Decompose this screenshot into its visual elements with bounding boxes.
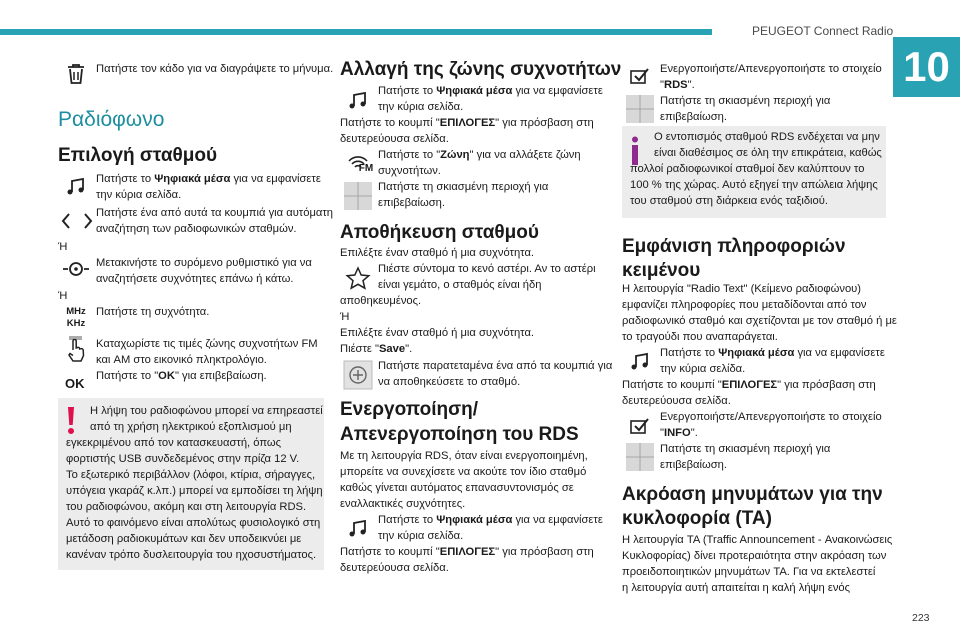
text-bold: Ζώνη bbox=[440, 149, 470, 161]
warning-line: από τη χρήση ηλεκτρικού εξοπλισμού μη bbox=[90, 421, 292, 433]
info-line: Ο εντοπισμός σταθμού RDS ενδέχεται να μην bbox=[654, 131, 880, 143]
step-text bbox=[96, 369, 267, 385]
text-bold: ΕΠΙΛΟΓΕΣ bbox=[721, 379, 778, 391]
heading-text-info-line1: Εμφάνιση πληροφοριών bbox=[622, 236, 846, 257]
step-text: Επιλέξτε έναν σταθμό ή μια συχνότητα. bbox=[340, 247, 535, 259]
step-text bbox=[378, 84, 603, 100]
touch-hand-icon bbox=[62, 335, 90, 363]
step-text bbox=[378, 148, 581, 164]
step-text: είναι γεμάτο, ο σταθμός είναι ήδη bbox=[378, 279, 542, 291]
text-run: " bbox=[660, 427, 664, 439]
step-text: αναζητήσετε συχνότητες επάνω ή κάτω. bbox=[96, 273, 294, 285]
khz-label: KHz bbox=[66, 318, 86, 329]
warning-line: φορτιστής USB συνδεδεμένος στην πρίζα 12 V. bbox=[66, 453, 300, 465]
heading-store-station: Αποθήκευση σταθμού bbox=[340, 222, 539, 243]
text-bold: RDS bbox=[663, 79, 688, 91]
step-text: Καταχωρίστε τις τιμές ζώνης συχνοτήτων FM bbox=[96, 338, 318, 350]
warning-line: μετάδοση ραδιοκυμάτων και δεν υποδεικνύει με bbox=[66, 533, 302, 545]
text-run: " για πρόσβαση στη bbox=[495, 546, 594, 558]
heading-ta-line2: κυκλοφορία (TA) bbox=[622, 508, 772, 529]
heading-rds-line1: Ενεργοποίηση/ bbox=[340, 399, 479, 420]
step-text: να αποθηκεύσετε το σταθμό. bbox=[378, 376, 521, 388]
step-text: Πατήστε τη συχνότητα. bbox=[96, 306, 210, 318]
step-text: επιβεβαίωση. bbox=[660, 111, 727, 123]
text-run: ". bbox=[690, 427, 698, 439]
text-run: Πατήστε το bbox=[660, 347, 719, 359]
text-run: Πατήστε το bbox=[96, 173, 155, 185]
step-text: Πατήστε παρατεταμένα ένα από τα κουμπιά για bbox=[378, 360, 613, 372]
info-line: του σταθμού στη διάρκεια ενός ταξιδιού. bbox=[630, 195, 828, 207]
body-text: μπορείτε να συνεχίσετε να ακούτε τον ίδιο σταθμό bbox=[340, 466, 587, 478]
step-text: αναζήτηση των ραδιοφωνικών σταθμών. bbox=[96, 223, 297, 235]
step-text: την κύρια σελίδα. bbox=[378, 101, 464, 113]
info-line: πολλοί ραδιοφωνικοί σταθμοί δεν καλύπτουν το bbox=[630, 163, 865, 175]
text-bold: Ψηφιακά μέσα bbox=[718, 347, 795, 359]
step-text: Πατήστε τη σκιασμένη περιοχή για bbox=[660, 95, 831, 107]
section-title: Ραδιόφωνο bbox=[58, 108, 165, 131]
step-text bbox=[660, 426, 698, 442]
warning-line: εγκεκριμένου από τον κατασκευαστή, όπως bbox=[66, 437, 282, 449]
warning-line: του ραδιοφώνου, ακόμη και στη λειτουργία RDS. bbox=[66, 501, 307, 513]
chevrons-left-right-icon bbox=[60, 207, 94, 235]
info-line: είναι διαθέσιμος σε όλη την επικράτεια, καθώς bbox=[654, 147, 882, 159]
step-text: και AM στο εικονικό πληκτρολόγιο. bbox=[96, 354, 267, 366]
body-text: ραδιοφωνικό σταθμό και σχετίζονται με τον σταθμό ή με bbox=[622, 315, 897, 327]
heading-ta-line1: Ακρόαση μηνυμάτων για την bbox=[622, 484, 883, 505]
text-bold: Ψηφιακά μέσα bbox=[436, 85, 513, 97]
add-preset-icon bbox=[343, 360, 373, 390]
step-text: την κύρια σελίδα. bbox=[660, 363, 746, 375]
step-text: επιβεβαίωση. bbox=[378, 197, 445, 209]
step-text: Ενεργοποιήστε/Απενεργοποιήστε το στοιχείο bbox=[660, 63, 882, 75]
body-text: εναλλακτικές συχνότητες. bbox=[340, 498, 466, 510]
chapter-tab: 10 bbox=[893, 37, 960, 97]
warning-line: Αυτό το φαινόμενο είναι απολύτως φυσιολογικό στη bbox=[66, 517, 321, 529]
shaded-area-icon bbox=[625, 94, 655, 124]
step-text: την κύρια σελίδα. bbox=[96, 189, 182, 201]
shaded-area-icon bbox=[343, 181, 373, 211]
text-run: Πατήστε το κουμπί " bbox=[340, 117, 440, 129]
text-run: Πατήστε το bbox=[378, 85, 437, 97]
ok-label: OK bbox=[65, 376, 85, 391]
text-run: " για πρόσβαση στη bbox=[777, 379, 876, 391]
checkbox-icon bbox=[626, 62, 654, 90]
star-icon bbox=[344, 265, 372, 293]
trash-icon bbox=[62, 60, 90, 88]
heading-station-select: Επιλογή σταθμού bbox=[58, 145, 218, 166]
warning-line: υπόγεια γκαράζ κ.λπ.) μπορεί να εμποδίσει τη λήψη bbox=[66, 485, 323, 497]
text-bold: INFO bbox=[663, 427, 691, 439]
music-note-icon bbox=[344, 87, 372, 115]
text-run: Πατήστε το bbox=[378, 514, 437, 526]
warning-line: κανέναν τρόπο δυσλειτουργία του ηχοσυστήματος. bbox=[66, 549, 317, 561]
step-text: Μετακινήστε το συρόμενο ρυθμιστικό για να bbox=[96, 257, 312, 269]
fm-label: FM bbox=[358, 163, 374, 174]
text-bold: ΕΠΙΛΟΓΕΣ bbox=[439, 546, 496, 558]
text-bold: Ψηφιακά μέσα bbox=[154, 173, 231, 185]
step-text: δευτερεύουσα σελίδα. bbox=[622, 395, 731, 407]
body-text: καθώς γίνεται αυτόματος επανασυντονισμός σε bbox=[340, 482, 574, 494]
text-bold: ΕΠΙΛΟΓΕΣ bbox=[439, 117, 496, 129]
step-text: δευτερεύουσα σελίδα. bbox=[340, 562, 449, 574]
step-text: Πατήστε τη σκιασμένη περιοχή για bbox=[378, 181, 549, 193]
warning-line: Το εξωτερικό περιβάλλον (λόφοι, κτίρια, σήραγγες, bbox=[66, 469, 316, 481]
heading-text-info-line2: κειμένου bbox=[622, 260, 701, 281]
text-run: " για να αλλάξετε ζώνη bbox=[469, 149, 581, 161]
or-text: Ή bbox=[58, 241, 68, 253]
music-note-icon bbox=[344, 515, 372, 543]
body-text: προειδοποιητικών μηνυμάτων TA. Για να εκτελεστεί bbox=[622, 566, 876, 578]
text-run: Πιέστε " bbox=[340, 343, 379, 355]
header-title: PEUGEOT Connect Radio bbox=[752, 24, 894, 38]
step-text: Πατήστε ένα από αυτά τα κουμπιά για αυτόματη bbox=[96, 207, 334, 219]
or-text: Ή bbox=[58, 290, 68, 302]
checkbox-icon bbox=[626, 412, 654, 440]
text-run: Πατήστε το " bbox=[378, 149, 441, 161]
body-text: το τραγούδι που αναπαράγεται. bbox=[622, 331, 778, 343]
step-text: Πατήστε τη σκιασμένη περιοχή για bbox=[660, 443, 831, 455]
text-bold: Ψηφιακά μέσα bbox=[436, 514, 513, 526]
text-run: για να εμφανίσετε bbox=[512, 514, 603, 526]
step-text bbox=[660, 346, 885, 362]
step-text bbox=[660, 78, 695, 94]
step-text bbox=[340, 545, 594, 561]
info-line: 100 % της χώρας. Αυτό εξηγεί την απώλεια λήψης bbox=[630, 179, 878, 191]
trash-text: Πατήστε τον κάδο για να διαγράψετε το μήνυμα. bbox=[96, 63, 334, 75]
text-run: " για επιβεβαίωση. bbox=[174, 370, 267, 382]
text-run: " bbox=[660, 79, 664, 91]
warning-line: Η λήψη του ραδιοφώνου μπορεί να επηρεαστεί bbox=[90, 405, 323, 417]
text-run: για να εμφανίσετε bbox=[230, 173, 321, 185]
text-bold: OK bbox=[158, 370, 175, 382]
text-bold: Save bbox=[378, 343, 406, 355]
step-text bbox=[340, 342, 412, 358]
text-run: " για πρόσβαση στη bbox=[495, 117, 594, 129]
text-run: Πατήστε το κουμπί " bbox=[622, 379, 722, 391]
body-text: Κυκλοφορίας) δίνει προτεραιότητα στην ακρόαση των bbox=[622, 550, 887, 562]
step-text: επιβεβαίωση. bbox=[660, 459, 727, 471]
text-run: ". bbox=[687, 79, 695, 91]
body-text: Η λειτουργία "Radio Text" (Κείμενο ραδιοφώνου) bbox=[622, 283, 862, 295]
body-text: εμφανίζει πληροφορίες που μεταδίδονται από τον bbox=[622, 299, 867, 311]
exclamation-warning-icon bbox=[64, 406, 78, 436]
or-text: Ή bbox=[340, 311, 350, 323]
step-text bbox=[96, 172, 321, 188]
body-text: Με τη λειτουργία RDS, όταν είναι ενεργοποιημένη, bbox=[340, 450, 588, 462]
shaded-area-icon bbox=[625, 442, 655, 472]
step-text: συχνοτήτων. bbox=[378, 165, 441, 177]
step-text: αποθηκευμένος. bbox=[340, 295, 422, 307]
page-number: 223 bbox=[912, 612, 930, 624]
text-run: Πατήστε το κουμπί " bbox=[340, 546, 440, 558]
music-note-icon bbox=[626, 348, 654, 376]
header-accent-bar bbox=[0, 29, 712, 35]
step-text: Πιέστε σύντομα το κενό αστέρι. Αν το αστέρι bbox=[378, 263, 596, 275]
body-text: Η λειτουργία TA (Traffic Announcement - Ανακοινώσεις bbox=[622, 534, 893, 546]
heading-rds-line2: Απενεργοποίηση του RDS bbox=[340, 424, 579, 445]
step-text: Ενεργοποιήστε/Απενεργοποιήστε το στοιχείο bbox=[660, 411, 882, 423]
body-text: η λειτουργία αυτή απαιτείται η καλή λήψη ενός bbox=[622, 582, 851, 594]
text-run: για να εμφανίσετε bbox=[512, 85, 603, 97]
step-text: δευτερεύουσα σελίδα. bbox=[340, 133, 449, 145]
step-text bbox=[622, 378, 876, 394]
heading-band-change: Αλλαγή της ζώνης συχνοτήτων bbox=[340, 59, 622, 80]
slider-target-icon bbox=[62, 255, 90, 283]
text-run: για να εμφανίσετε bbox=[794, 347, 885, 359]
step-text: την κύρια σελίδα. bbox=[378, 530, 464, 542]
text-run: Πατήστε το " bbox=[96, 370, 159, 382]
music-note-icon bbox=[62, 173, 90, 201]
text-run: ". bbox=[405, 343, 413, 355]
step-text: Επιλέξτε έναν σταθμό ή μια συχνότητα. bbox=[340, 327, 535, 339]
step-text bbox=[340, 116, 594, 132]
step-text bbox=[378, 513, 603, 529]
mhz-label: MHz bbox=[66, 306, 86, 317]
